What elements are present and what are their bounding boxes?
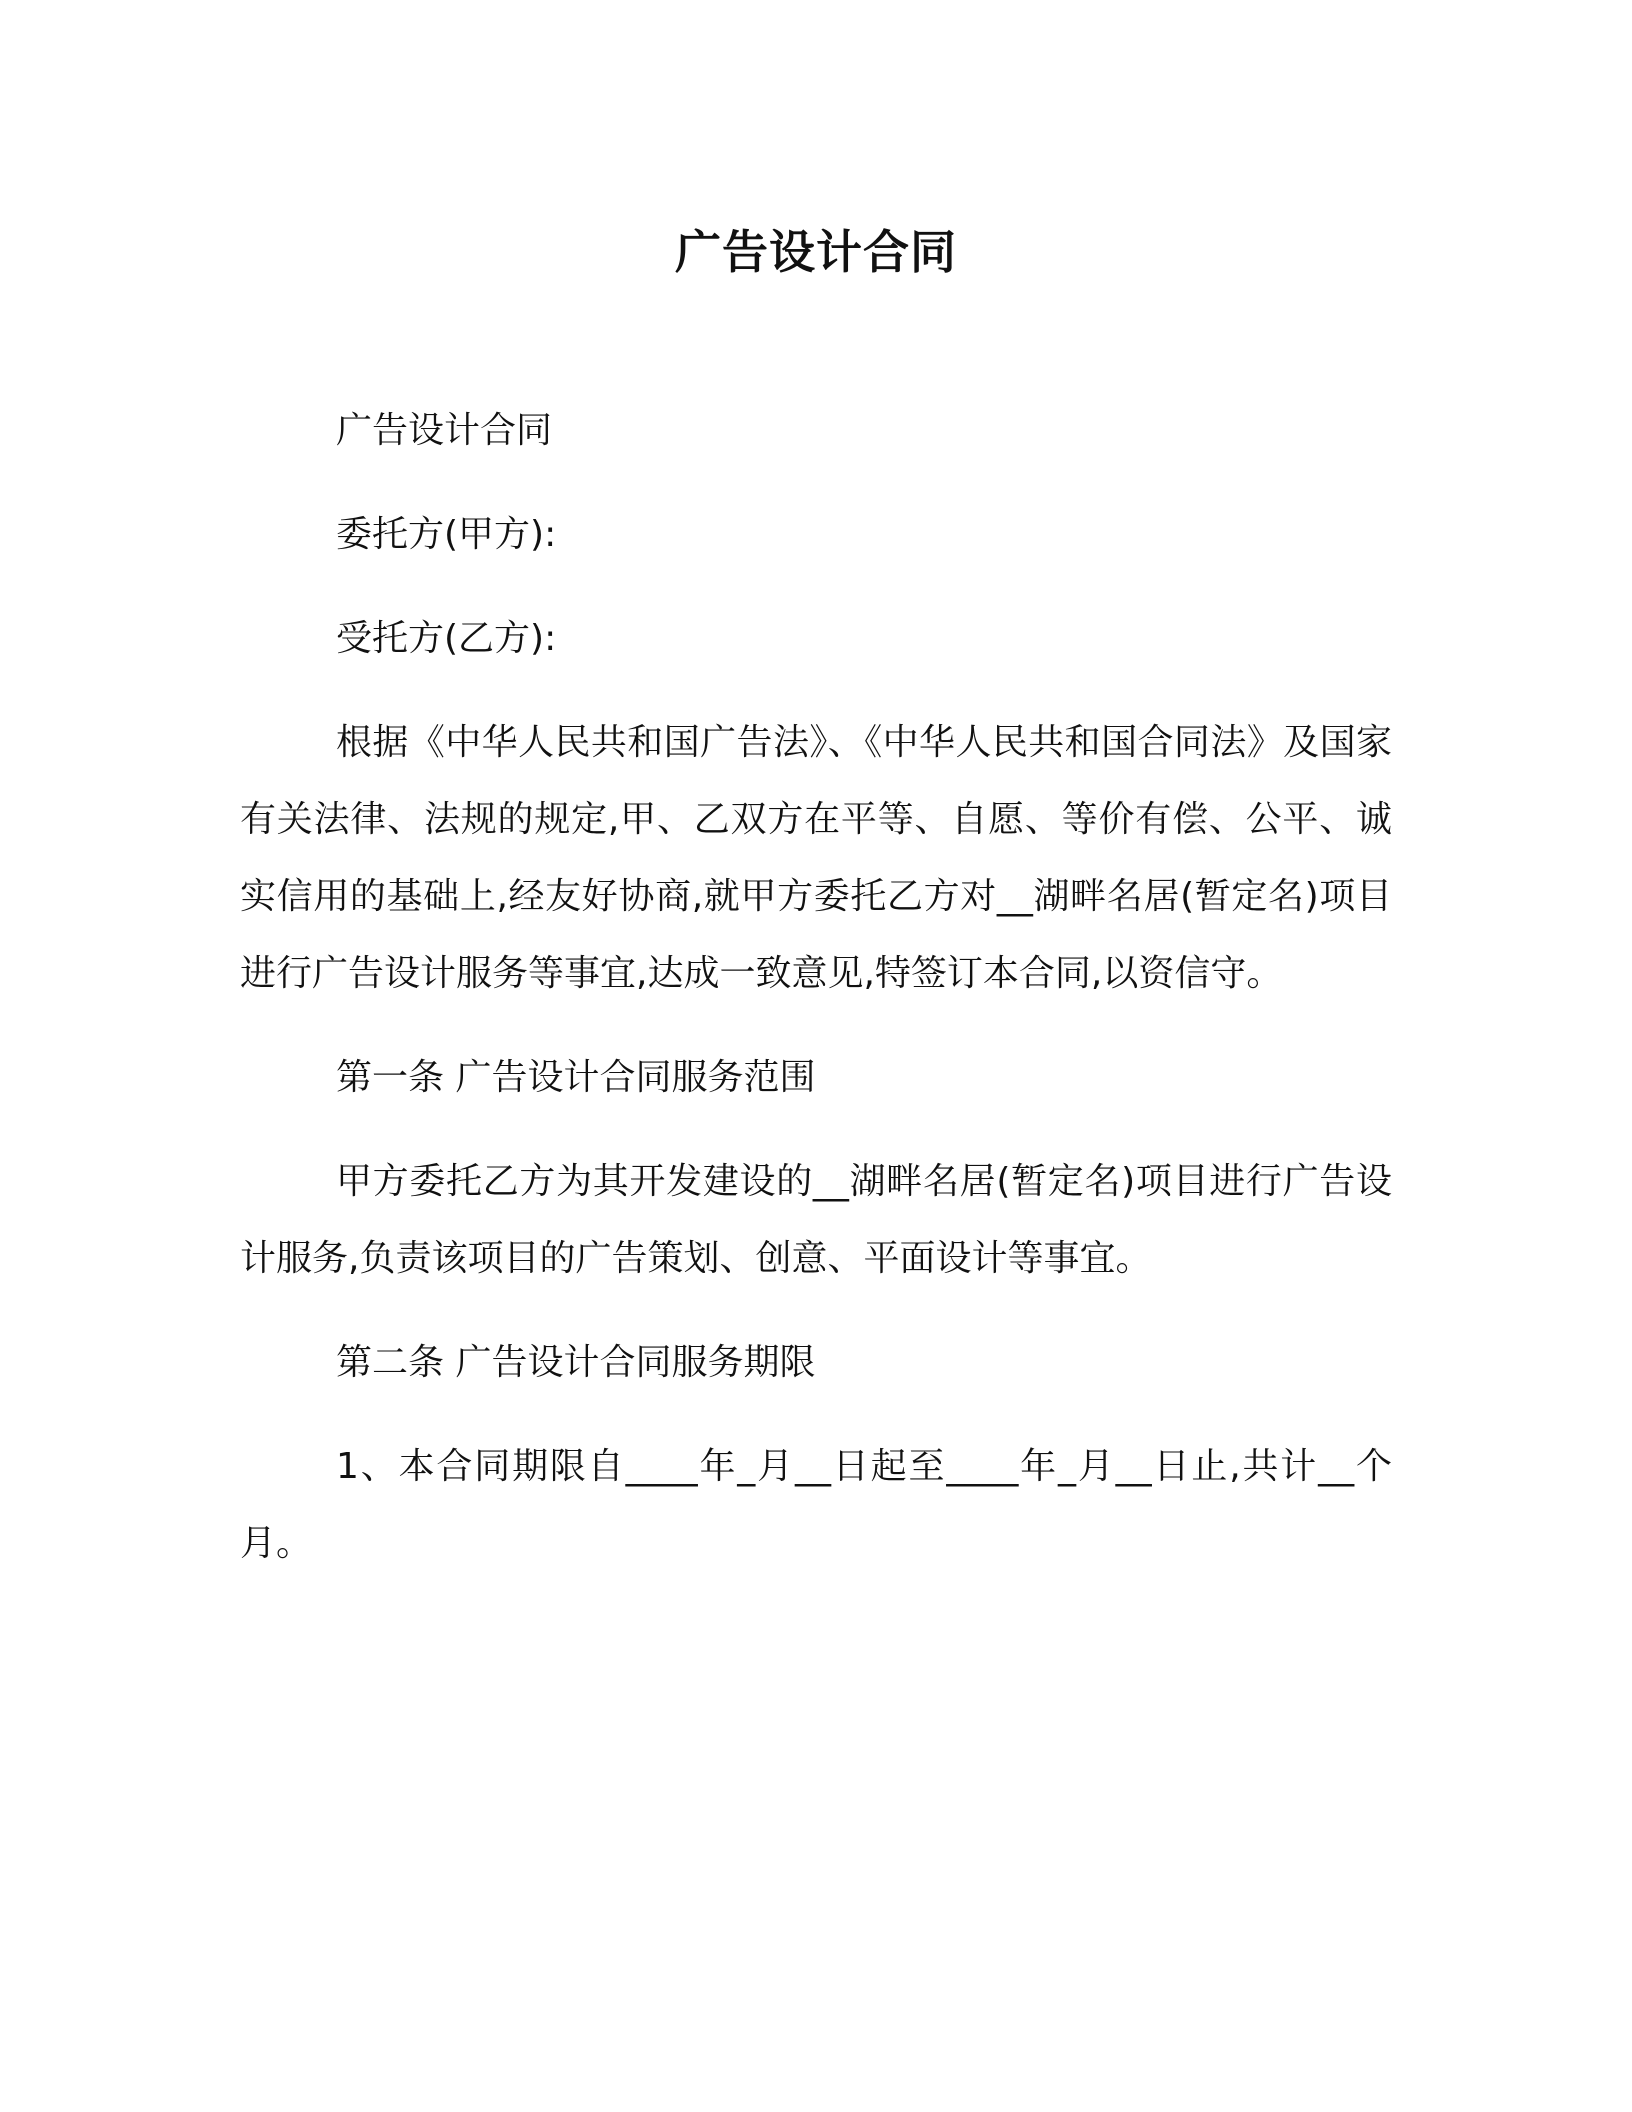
article-2-heading: 第二条 广告设计合同服务期限 [336, 1342, 816, 1383]
document-body [240, 392, 1392, 1609]
article-1-heading: 第一条 广告设计合同服务范围 [336, 1057, 816, 1098]
article-2-clause-1: 1、本合同期限自____年_月__日起至____年_月__日止,共计__个月。 [240, 1446, 1392, 1564]
client-party-line: 委托方(甲方): [336, 514, 557, 555]
contract-heading: 广告设计合同 [336, 410, 553, 451]
preamble-paragraph: 根据《中华人民共和国广告法》、《中华人民共和国合同法》及国家有关法律、法规的规定,甲、乙双方在平等、自愿、等价有偿、公平、诚实信用的基础上,经友好协商,就甲方委托乙方对__湖畔名居(暂定名)项目进行广告设计服务等事宜,达成一致意见,特签订本合同,以资信守。 [240, 722, 1392, 994]
document-title: 广告设计合同 [675, 225, 957, 279]
contractor-party-line: 受托方(乙方): [336, 618, 557, 659]
article-1-paragraph: 甲方委托乙方为其开发建设的__湖畔名居(暂定名)项目进行广告设计服务,负责该项目的广告策划、创意、平面设计等事宜。 [240, 1161, 1392, 1279]
